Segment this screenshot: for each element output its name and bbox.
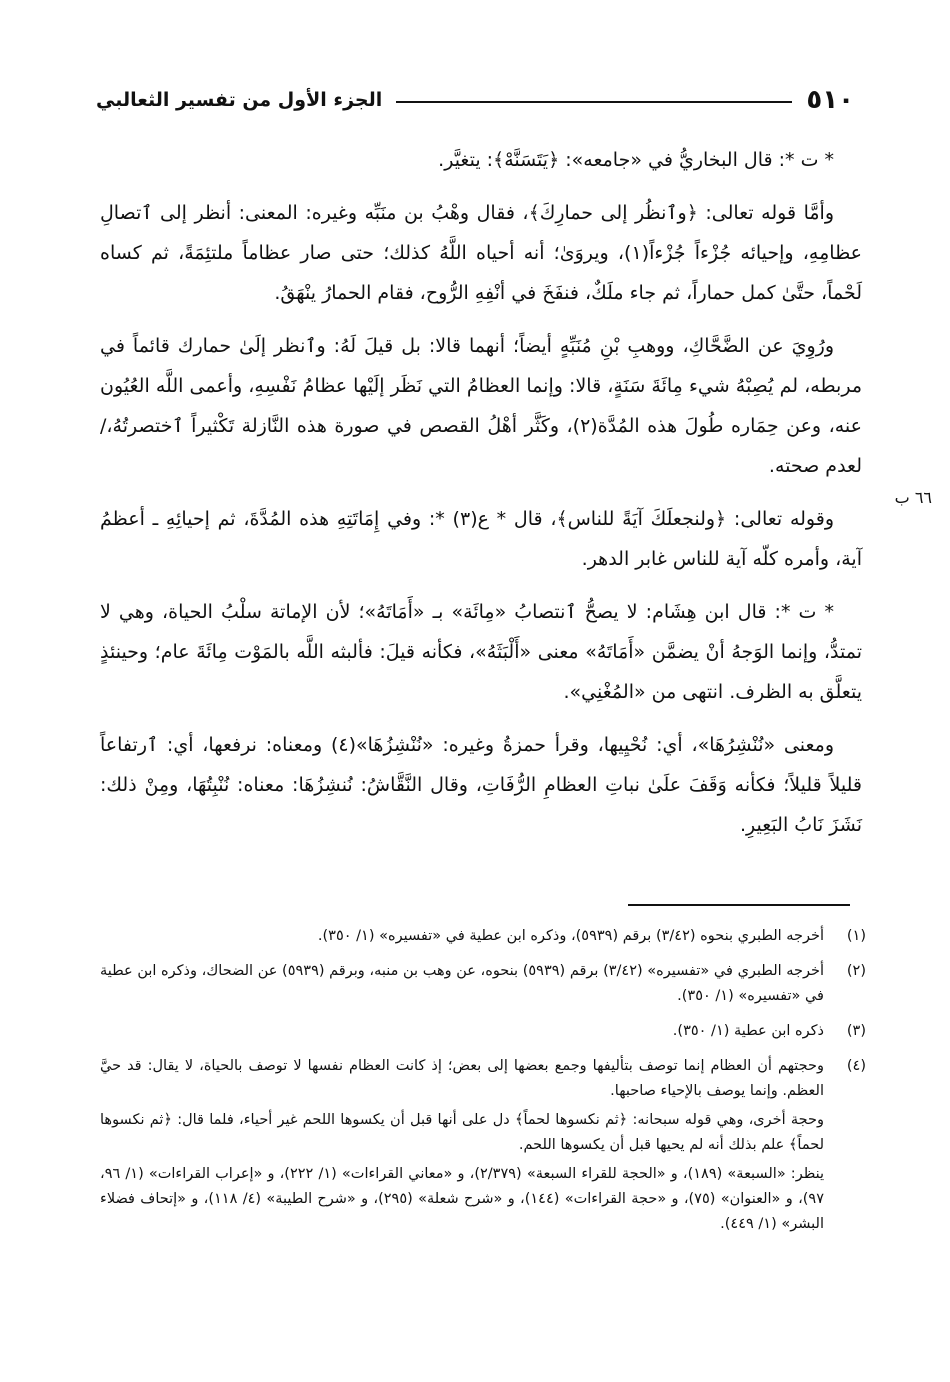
- footnote-body: [100, 959, 824, 1013]
- footnotes: [100, 924, 866, 1247]
- footnote-text: أخرجه الطبري بنحوه (٣/٤٢) برقم (٥٩٣٩)، وذكره ابن عطية في «تفسيره» (١/ ٣٥٠).: [317, 928, 824, 944]
- footnote-separator: [628, 904, 850, 906]
- footnote-text: أخرجه الطبري في «تفسيره» (٣/٤٢) برقم (٥٩٣٩) بنحوه، عن وهب بن منبه، وبرقم (٥٩٣٩) عن الضحاك، وذكره ابن عطية في «تفسيره» (١/ ٣٥٠).: [100, 963, 824, 1004]
- footnote-number: (٤): [846, 1058, 866, 1074]
- page-number: ٥١٠: [806, 85, 854, 115]
- footnote: [100, 924, 866, 953]
- footnote: [100, 1054, 866, 1241]
- footnote-number: (٢): [846, 963, 866, 979]
- footnote-text: وحجتهم أن العظام إنما توصف بتأليفها وجمع بعضها إلى بعض؛ إذ كانت العظام نفسها لا توصف بالحياة، لا يقال: قد حيَّ العظم. وإنما يوصف بالإحياء صاحبها.: [100, 1058, 824, 1099]
- footnote-text: ينظر: «السبعة» (١٨٩)، و «الحجة للقراء السبعة» (٢/٣٧٩)، و «معاني القراءات» (١/ ٢٢٢)، و «إعراب القراءات» (١/ ٩٦، ٩٧)، و «العنوان» (٧٥)، و «حجة القراءات» (١٤٤)، و «شرح شعلة» (٢٩٥)، و «شرح الطيبة» (٤/ ١١٨)، و «إتحاف فضلاء البشر» (١/ ٤٤٩).: [100, 1166, 825, 1232]
- body-paragraph: * ت *: قال البخاريُّ في «جامعه»: ﴿يَتَسَنَّهْ﴾: يتغيَّر.: [438, 149, 834, 171]
- footnote-body: [100, 1019, 824, 1048]
- footnote-number: (١): [846, 928, 866, 944]
- running-title: الجزء الأول من تفسير الثعالبي: [96, 89, 383, 111]
- footnote-body: [100, 1054, 824, 1241]
- footnote-text: وحجة أخرى، وهي قوله سبحانه: ﴿ثم نكسوها لحماً﴾ دل على أنها قبل أن يكسوها اللحم غير أحياء، فلما قال: ﴿ثم نكسوها لحماً﴾ علم بذلك أنه لم يحيها قبل أن يكسوها اللحم.: [100, 1112, 824, 1153]
- body-paragraph: ورُوِيَ عن الضَّحَّاكِ، ووهبِ بْنِ مُنَبِّهٍ أيضاً؛ أنهما قالا: بل قيلَ لَهُ: وٱنظر إلَىٰ حمارك قائماً في مربطه، لم يُصِبْهُ شيء مِائَةَ سَنَةٍ، قالا: وإنما العظامُ التي نَظَر إلَيْها عظامُ نَفْسِهِ، وأعمى اللَّه العُيُون عنه، وعن حِمَاره طُولَ هذه المُدَّة(٢)، وكَثَّر أهْلُ القصص في صورة هذه النَّازلة تَكْثيراً ٱختصرتُهُ،/ لعدم صحته.: [100, 335, 863, 477]
- body-paragraph: * ت *: قال ابن هِشَام: لا يصحُّ ٱنتصابُ «مِائَة» بـ «أَمَاتَهُ»؛ لأن الإماتة سلْبُ الحياة، وهي لا تمتدُّ، وإنما الوَجهُ أنْ يضمَّن «أَمَاتَهُ» معنى «أَلْبَثَهُ»، فكأنه قيلَ: فألبثه اللَّه بالمَوْت مِائَةَ عام؛ وحينئذٍ يتعلَّق به الظرف. انتهى من «المُغْنِي».: [100, 601, 862, 703]
- footnote: [100, 1019, 866, 1048]
- footnote-number: (٣): [846, 1023, 866, 1039]
- running-header: [96, 84, 854, 116]
- body-paragraph: ومعنى «نُنْشِرُهَا»، أي: نُحْيِيها، وقرأ حمزةُ وغيره: «نُنْشِزُهَا»(٤) ومعناه: نرفعها، أي: ٱرتفاعاً قليلاً قليلاً؛ فكأنه وَقَفَ علَىٰ نباتِ العظامِ الرُّفَاتِ، وقال النَّقَّاشُ: نُنشِزُهَا: معناه: نُنْبِتُهَا، ومِنْ ذلك: نَشَزَ نَابُ البَعِيرِ.: [100, 734, 862, 836]
- footnote-body: [100, 924, 824, 953]
- header-rule: [396, 101, 792, 103]
- manuscript-folio-reference: ٦٦ ب: [894, 488, 932, 507]
- main-text: [100, 140, 862, 858]
- body-paragraph: وقوله تعالى: ﴿ولنجعلَكَ آيَةً للناس﴾، قال * ع(٣) *: وفي إِمَاتَتِهِ هذه المُدَّةَ، ثم إحيائِهِ ـ أعظمُ آية، وأمره كلّه آية للناس غابر الدهر.: [100, 508, 862, 570]
- footnote-text: ذكره ابن عطية (١/ ٣٥٠).: [672, 1023, 824, 1039]
- footnote: [100, 959, 866, 1013]
- body-paragraph: وأمَّا قوله تعالى: ﴿وٱنظُر إلى حمارِكَ﴾، فقال وهْبُ بن منَبِّه وغيره: المعنى: أنظر إلى ٱتصالِ عظامِهِ، وإحيائه جُزْءاً جُزْءاً(١)، ويروَىٰ؛ أنه أحياه اللَّهُ كذلك؛ حتى صار عظاماً ملتئِمَةً، ثم كساه لَحْماً، حتَّىٰ كمل حماراً، ثم جاء ملَكٌ، فنفَخَ في أنْفِهِ الرُّوح، فقام الحمارُ ينْهَقُ.: [100, 202, 862, 304]
